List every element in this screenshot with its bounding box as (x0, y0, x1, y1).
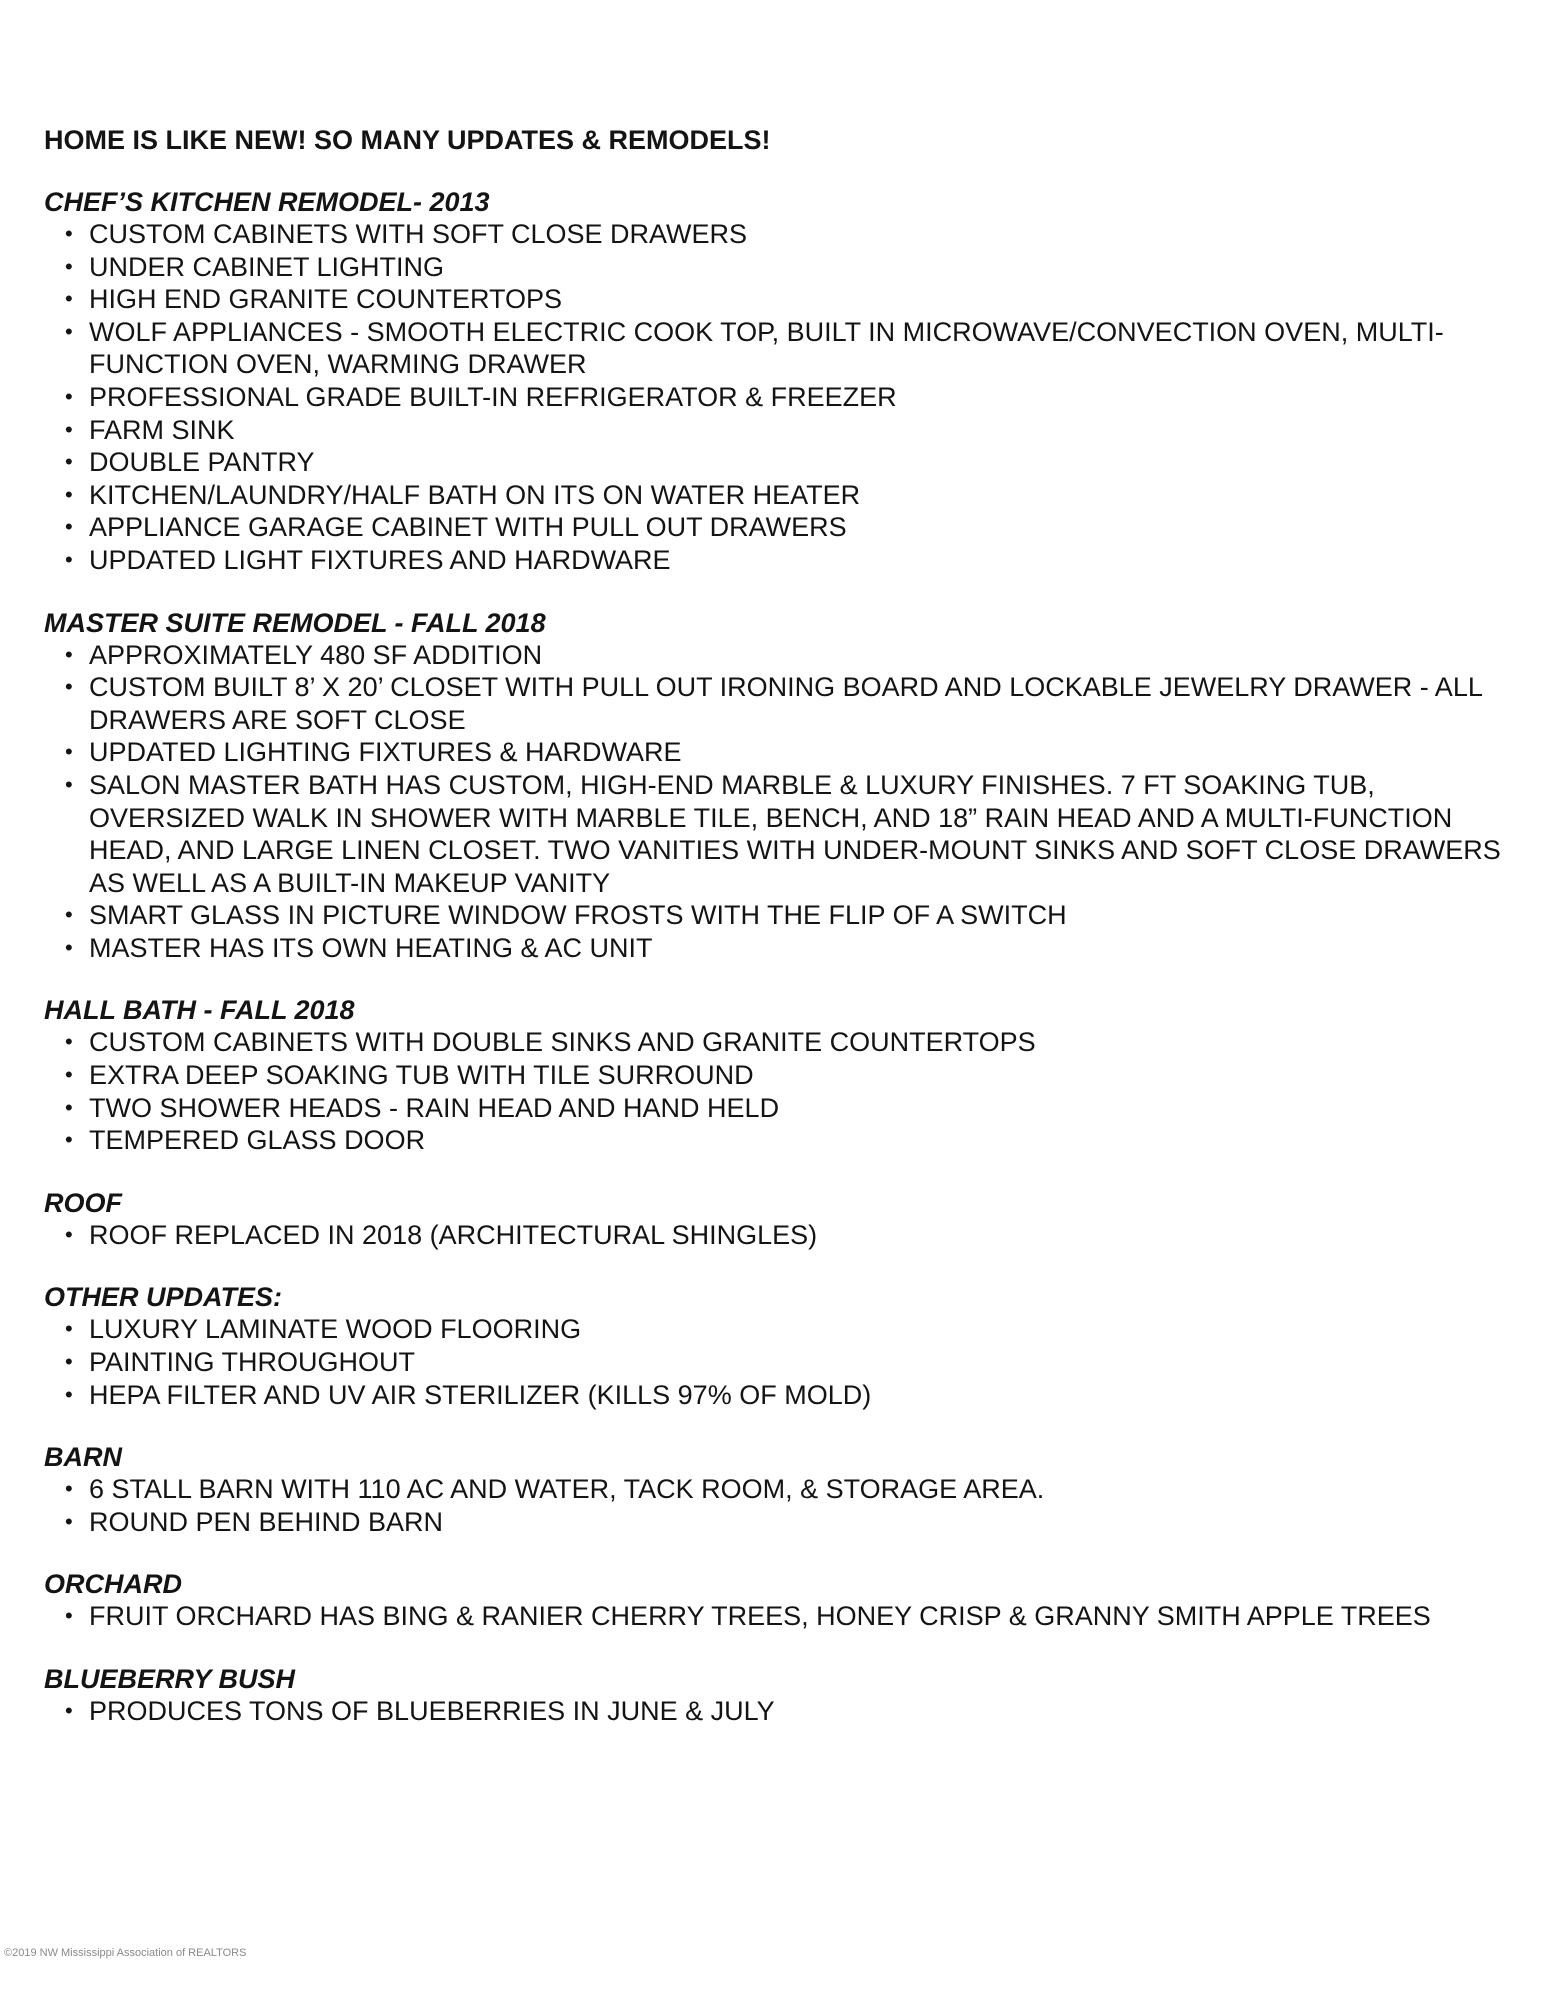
list-item: • TEMPERED GLASS DOOR (89, 1124, 1514, 1157)
section-heading: CHEF’S KITCHEN REMODEL- 2013 (44, 187, 490, 217)
bullet-list (44, 1219, 1514, 1252)
section-heading: BLUEBERRY BUSH (44, 1664, 296, 1694)
list-item: • MASTER HAS ITS OWN HEATING & AC UNIT (89, 932, 1514, 965)
bullet-list (44, 1695, 1514, 1728)
list-item: • KITCHEN/LAUNDRY/HALF BATH ON ITS ON WATER HEATER (89, 479, 1514, 512)
list-item: • TWO SHOWER HEADS - RAIN HEAD AND HAND HELD (89, 1092, 1514, 1125)
bullet-list (44, 1313, 1514, 1411)
bullet-list (44, 1600, 1514, 1633)
list-item: • CUSTOM CABINETS WITH SOFT CLOSE DRAWERS (89, 218, 1514, 251)
list-item: • UNDER CABINET LIGHTING (89, 251, 1514, 284)
section (44, 994, 1514, 1156)
list-item: • SMART GLASS IN PICTURE WINDOW FROSTS WITH THE FLIP OF A SWITCH (89, 899, 1514, 932)
document-title: HOME IS LIKE NEW! SO MANY UPDATES & REMODELS! (44, 125, 771, 155)
list-item: • UPDATED LIGHTING FIXTURES & HARDWARE (89, 736, 1514, 769)
section-heading: MASTER SUITE REMODEL - FALL 2018 (44, 607, 546, 638)
list-item: • FARM SINK (89, 414, 1514, 447)
bullet-list (44, 1473, 1514, 1538)
section-heading: ROOF (44, 1187, 122, 1218)
section-heading: ORCHARD (44, 1569, 182, 1600)
section (44, 1663, 1514, 1728)
bullet-list (44, 639, 1514, 965)
list-item: • PAINTING THROUGHOUT (89, 1346, 1514, 1379)
list-item: • APPROXIMATELY 480 SF ADDITION (89, 639, 1514, 672)
list-item: • EXTRA DEEP SOAKING TUB WITH TILE SURROUND (89, 1059, 1514, 1092)
section-heading: BARN (44, 1442, 122, 1473)
section-heading: OTHER UPDATES: (44, 1282, 283, 1313)
section (44, 607, 1514, 965)
section (44, 1441, 1514, 1538)
list-item: • ROUND PEN BEHIND BARN (89, 1506, 1514, 1539)
section (44, 1187, 1514, 1252)
section-heading: HALL BATH - FALL 2018 (44, 995, 355, 1026)
sections-container (44, 186, 1514, 1728)
list-item: • HEPA FILTER AND UV AIR STERILIZER (KILLS 97% OF MOLD) (89, 1379, 1514, 1412)
section (44, 186, 1514, 577)
list-item: • HIGH END GRANITE COUNTERTOPS (89, 283, 1514, 316)
list-item: • ROOF REPLACED IN 2018 (ARCHITECTURAL SHINGLES) (89, 1219, 1514, 1252)
list-item: • 6 STALL BARN WITH 110 AC AND WATER, TACK ROOM, & STORAGE AREA. (89, 1473, 1514, 1506)
list-item: • FRUIT ORCHARD HAS BING & RANIER CHERRY TREES, HONEY CRISP & GRANNY SMITH APPLE TREES (89, 1600, 1514, 1633)
section (44, 1568, 1514, 1633)
section (44, 1281, 1514, 1411)
list-item: • UPDATED LIGHT FIXTURES AND HARDWARE (89, 544, 1514, 577)
list-item: • PROFESSIONAL GRADE BUILT-IN REFRIGERATOR & FREEZER (89, 381, 1514, 414)
bullet-list (44, 218, 1514, 577)
list-item: • CUSTOM CABINETS WITH DOUBLE SINKS AND GRANITE COUNTERTOPS (89, 1026, 1514, 1059)
copyright-footer: ©2019 NW Mississippi Association of REALTORS (4, 1947, 247, 1959)
document-page (44, 122, 1514, 1758)
list-item: • DOUBLE PANTRY (89, 446, 1514, 479)
list-item: • PRODUCES TONS OF BLUEBERRIES IN JUNE & JULY (89, 1695, 1514, 1728)
list-item: • APPLIANCE GARAGE CABINET WITH PULL OUT DRAWERS (89, 511, 1514, 544)
list-item: • SALON MASTER BATH HAS CUSTOM, HIGH-END MARBLE & LUXURY FINISHES. 7 FT SOAKING TUB, OVERSIZED WALK IN SHOWER WITH MARBLE TILE, BENCH, AND 18” RAIN HEAD AND A MULTI-FUNCTION HEAD, AND LARGE LINEN CLOSET. TWO VANITIES WITH UNDER-MOUNT SINKS AND SOFT CLOSE DRAWERS AS WELL AS A BUILT-IN MAKEUP VANITY (89, 769, 1514, 899)
list-item: • WOLF APPLIANCES - SMOOTH ELECTRIC COOK TOP, BUILT IN MICROWAVE/CONVECTION OVEN, MULTI-FUNCTION OVEN, WARMING DRAWER (89, 316, 1514, 381)
bullet-list (44, 1026, 1514, 1156)
list-item: • LUXURY LAMINATE WOOD FLOORING (89, 1313, 1514, 1346)
list-item: • CUSTOM BUILT 8’ X 20’ CLOSET WITH PULL OUT IRONING BOARD AND LOCKABLE JEWELRY DRAWER - ALL DRAWERS ARE SOFT CLOSE (89, 671, 1514, 736)
